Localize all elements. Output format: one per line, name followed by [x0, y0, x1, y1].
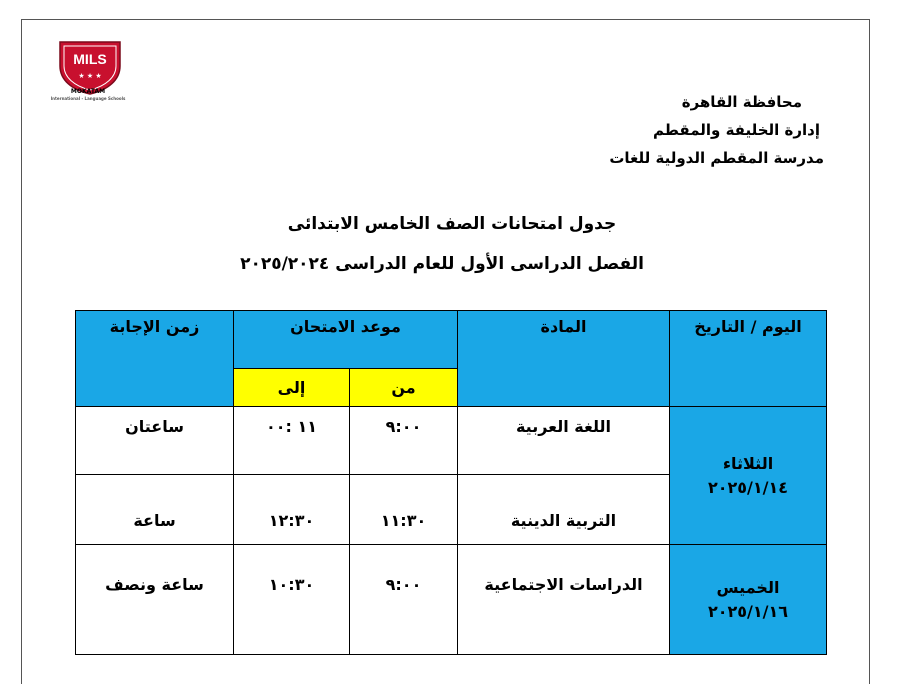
- to-cell: ١٢:٣٠: [234, 475, 350, 545]
- logo-caption-main: MOKATAM: [70, 88, 106, 95]
- to-cell: ١٠:٣٠: [234, 545, 350, 655]
- subject-cell: اللغة العربية: [458, 407, 670, 475]
- header-duration: زمن الإجابة: [76, 311, 234, 407]
- header-administration: إدارة الخليفة والمقطم: [653, 121, 820, 139]
- table-row: [76, 407, 827, 475]
- day-date: ٢٠٢٥/١/١٦: [707, 601, 789, 621]
- page-border-top: [21, 19, 869, 20]
- header-day-date: اليوم / التاريخ: [670, 311, 827, 407]
- day-date: ٢٠٢٥/١/١٤: [707, 477, 789, 497]
- header-governorate: محافظة القاهرة: [681, 93, 802, 111]
- logo-brand-text: MILS: [73, 51, 107, 67]
- duration-cell: ساعة ونصف: [76, 545, 234, 655]
- from-cell: ٩:٠٠: [350, 545, 458, 655]
- duration-cell: ساعتان: [76, 407, 234, 475]
- header-from: من: [350, 369, 458, 407]
- day-name: الثلاثاء: [722, 453, 774, 473]
- day-name: الخميس: [716, 577, 780, 597]
- school-header: [609, 88, 824, 172]
- page-border-left: [21, 19, 22, 684]
- header-exam-time: موعد الامتحان: [234, 311, 458, 369]
- subject-cell: الدراسات الاجتماعية: [458, 545, 670, 655]
- page-subtitle: الفصل الدراسى الأول للعام الدراسى ٢٠٢٥/٢٠٢٤: [240, 254, 644, 274]
- logo-caption-sub: International - Language Schools: [50, 96, 126, 101]
- page-border-right: [869, 19, 870, 684]
- table-row: [76, 545, 827, 655]
- header-subject: المادة: [458, 311, 670, 407]
- svg-text:★ ★ ★: ★ ★ ★: [78, 72, 102, 80]
- duration-cell: ساعة: [76, 475, 234, 545]
- day-cell: [670, 407, 827, 545]
- logo-caption: [40, 88, 136, 102]
- from-cell: ١١:٣٠: [350, 475, 458, 545]
- header-to: إلى: [234, 369, 350, 407]
- header-school-name: مدرسة المقطم الدولية للغات: [609, 149, 824, 167]
- day-cell: [670, 545, 827, 655]
- from-cell: ٩:٠٠: [350, 407, 458, 475]
- exam-schedule-table: [75, 310, 827, 655]
- subject-cell: التربية الدينية: [458, 475, 670, 545]
- page-title: جدول امتحانات الصف الخامس الابتدائى: [287, 214, 617, 234]
- to-cell: ١١ :٠٠: [234, 407, 350, 475]
